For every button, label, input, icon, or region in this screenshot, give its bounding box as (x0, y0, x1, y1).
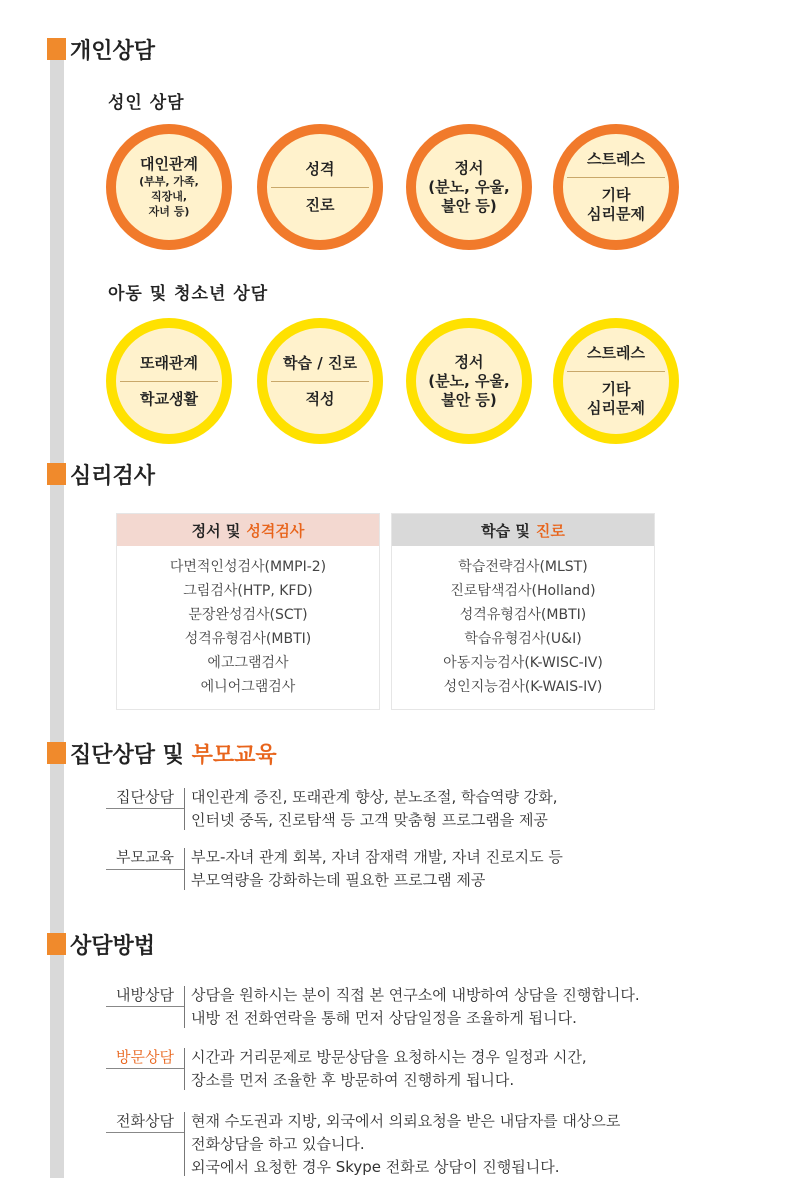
circle-detail: (분노, 우울, (428, 371, 510, 390)
circle-subtitle: 기타 (601, 380, 631, 398)
section-title-method: 상담방법 (70, 934, 156, 959)
adult-circle-stress (553, 124, 679, 250)
list-item: 학습유형검사(U&I) (464, 631, 582, 647)
visit-counseling-label: 내방상담 (116, 986, 174, 1004)
label-underline (106, 808, 184, 809)
text-line: 시간과 거리문제로 방문상담을 요청하시는 경우 일정과 시간, (191, 1048, 587, 1066)
child-circle-stress (553, 318, 679, 444)
circle-subtitle: 기타 (601, 186, 631, 204)
list-item: 성격유형검사(MBTI) (459, 607, 587, 623)
table-header-label: 학습 및 (481, 521, 530, 540)
circle-divider (567, 177, 665, 178)
section-marker (47, 463, 66, 485)
circle-detail: 자녀 등) (148, 205, 190, 218)
circle-detail: 불안 등) (441, 390, 497, 409)
circle-title: 또래관계 (140, 353, 198, 372)
text-line: 전화상담을 하고 있습니다. (191, 1135, 365, 1153)
child-circle-peer (106, 318, 232, 444)
test-table-career (391, 513, 655, 710)
circle-title: 성격 (305, 159, 335, 178)
label-divider (184, 986, 185, 1028)
child-circle-emotion (406, 318, 532, 444)
text-line: 내방 전 전화연락을 통해 먼저 상담일정을 조율하게 됩니다. (191, 1009, 577, 1027)
list-item: 진로탐색검사(Holland) (450, 583, 596, 599)
list-item: 에니어그램검사 (200, 679, 296, 695)
table-header (392, 514, 654, 546)
circle-subtitle: 진로 (305, 195, 335, 214)
table-header-accent: 진로 (535, 521, 565, 540)
circle-subtitle: 심리문제 (587, 399, 645, 417)
section-title-personal: 개인상담 (70, 39, 156, 64)
label-underline (106, 1006, 184, 1007)
list-item: 학습전략검사(MLST) (458, 559, 588, 575)
adult-circle-personality (257, 124, 383, 250)
adult-circle-relations (106, 124, 232, 250)
circle-divider (271, 187, 369, 188)
list-item: 에고그램검사 (207, 655, 289, 671)
text-line: 대인관계 증진, 또래관계 향상, 분노조절, 학습역량 강화, (191, 788, 558, 806)
test-list (392, 546, 654, 699)
label-divider (184, 848, 185, 890)
text-line: 외국에서 요청한 경우 Skype 전화로 상담이 진행됩니다. (191, 1158, 560, 1176)
circle-title: 정서 (454, 158, 484, 177)
list-item: 성격유형검사(MBTI) (184, 631, 312, 647)
circle-divider (271, 381, 369, 382)
label-underline (106, 1132, 184, 1133)
circle-title: 대인관계 (140, 155, 198, 173)
circle-subtitle: 학교생활 (140, 389, 198, 408)
text-line: 부모역량을 강화하는데 필요한 프로그램 제공 (191, 871, 486, 889)
list-item: 성인지능검사(K-WAIS-IV) (443, 679, 603, 695)
label-underline (106, 1068, 184, 1069)
section-title-group (70, 738, 277, 769)
phone-counseling-label: 전화상담 (116, 1112, 174, 1130)
text-line: 현재 수도권과 지방, 외국에서 의뢰요청을 받은 내담자를 대상으로 (191, 1112, 621, 1130)
label-divider (184, 1112, 185, 1176)
adult-counseling-title: 성인 상담 (108, 93, 185, 113)
circle-subtitle: 적성 (305, 389, 335, 408)
home-visit-label: 방문상담 (116, 1048, 174, 1066)
text-line: 부모-자녀 관계 회복, 자녀 잠재력 개발, 자녀 진로지도 등 (191, 848, 563, 866)
circle-detail: (부부, 가족, (139, 175, 199, 188)
child-counseling-title: 아동 및 청소년 상담 (108, 284, 269, 304)
label-divider (184, 788, 185, 830)
section-title-test: 심리검사 (70, 464, 156, 489)
text-line: 장소를 먼저 조율한 후 방문하여 진행하게 됩니다. (191, 1071, 515, 1089)
text-line: 인터넷 중독, 진로탐색 등 고객 맞춤형 프로그램을 제공 (191, 811, 548, 829)
list-item: 다면적인성검사(MMPI-2) (169, 559, 327, 575)
table-header-label: 정서 및 (191, 521, 241, 540)
test-table-personality (116, 513, 380, 710)
list-item: 아동지능검사(K-WISC-IV) (443, 655, 603, 671)
circle-divider (567, 371, 665, 372)
home-visit-text (191, 1046, 587, 1092)
parent-education-label: 부모교육 (116, 848, 174, 866)
table-header (117, 514, 379, 546)
circle-title: 정서 (454, 352, 484, 371)
label-underline (106, 869, 184, 870)
table-header-accent: 성격검사 (246, 521, 305, 540)
circle-detail: (분노, 우울, (428, 177, 510, 196)
circle-subtitle: 심리문제 (587, 205, 645, 223)
section-title-accent: 부모교육 (191, 743, 277, 768)
parent-education-text (191, 846, 563, 892)
circle-detail: 불안 등) (441, 196, 497, 215)
section-title-main: 집단상담 및 (70, 743, 184, 768)
list-item: 문장완성검사(SCT) (188, 607, 308, 623)
timeline-bar (50, 60, 64, 1178)
group-counseling-label: 집단상담 (116, 788, 174, 806)
label-divider (184, 1048, 185, 1090)
adult-circle-emotion (406, 124, 532, 250)
circle-title: 스트레스 (587, 344, 645, 362)
circle-title: 스트레스 (587, 150, 645, 168)
section-marker (47, 38, 66, 60)
visit-counseling-text (191, 984, 640, 1030)
section-marker (47, 933, 66, 955)
group-counseling-text (191, 786, 557, 832)
circle-title: 학습 / 진로 (283, 353, 357, 372)
circle-detail: 직장내, (150, 190, 188, 203)
circle-divider (120, 381, 218, 382)
list-item: 그림검사(HTP, KFD) (183, 583, 313, 599)
section-marker (47, 742, 66, 764)
text-line: 상담을 원하시는 분이 직접 본 연구소에 내방하여 상담을 진행합니다. (191, 986, 640, 1004)
phone-counseling-text (191, 1110, 620, 1179)
child-circle-study (257, 318, 383, 444)
test-list (117, 546, 379, 699)
